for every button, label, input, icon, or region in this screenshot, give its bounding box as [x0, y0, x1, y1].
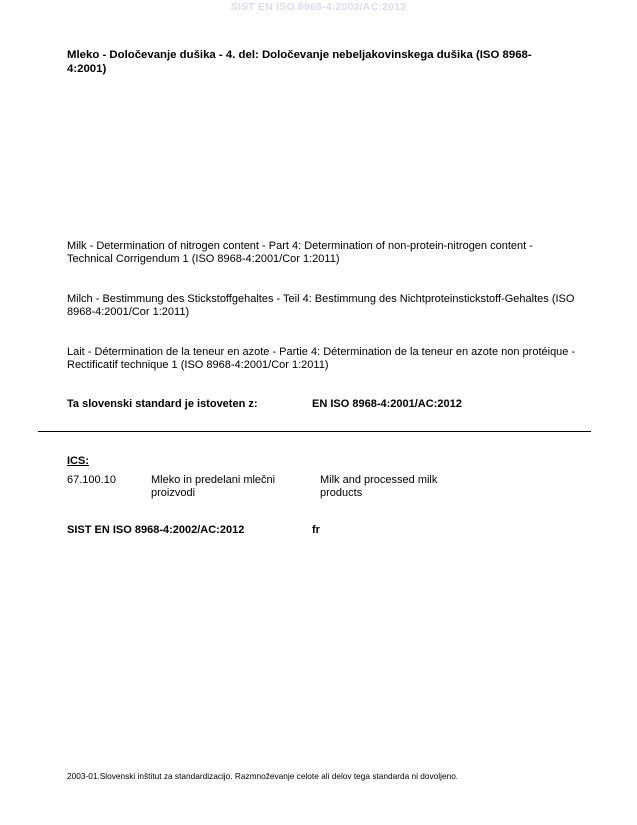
ics-description-english: Milk and processed milk products	[320, 474, 438, 499]
copyright-footer: 2003-01.Slovenski inštitut za standardizacijo. Razmnoževanje celote ali delov tega standarda ni dovoljeno.	[67, 771, 459, 781]
ics-code: 67.100.10	[67, 474, 116, 486]
watermark-header: SIST EN ISO 8968-4:2002/AC:2012	[230, 1, 407, 13]
title-german: Milch - Bestimmung des Stickstoffgehaltes - Teil 4: Bestimmung des Nichtproteinstickstoff-Gehaltes (ISO 8968-4:2001/Cor 1:2011)	[67, 293, 575, 318]
ics-description-slovenian: Mleko in predelani mlečni proizvodi	[151, 474, 276, 499]
ics-label: ICS:	[67, 455, 89, 467]
divider-line	[38, 431, 591, 432]
equivalence-label: Ta slovenski standard je istoveten z:	[67, 398, 258, 410]
title-french: Lait - Détermination de la teneur en azote - Partie 4: Détermination de la teneur en azote non protéique - Rectificatif technique 1 (ISO 8968-4:2001/Cor 1:2011)	[67, 346, 576, 371]
title-slovenian: Mleko - Določevanje dušika - 4. del: Določevanje nebeljakovinskega dušika (ISO 8968-4:2001)	[67, 49, 532, 75]
standard-id: SIST EN ISO 8968-4:2002/AC:2012	[67, 524, 245, 536]
standard-language: fr	[312, 524, 320, 536]
title-english: Milk - Determination of nitrogen content - Part 4: Determination of non-protein-nitrogen content - Technical Corrigendum 1 (ISO 8968-4:2001/Cor 1:2011)	[67, 240, 533, 265]
equivalence-value: EN ISO 8968-4:2001/AC:2012	[312, 398, 462, 410]
